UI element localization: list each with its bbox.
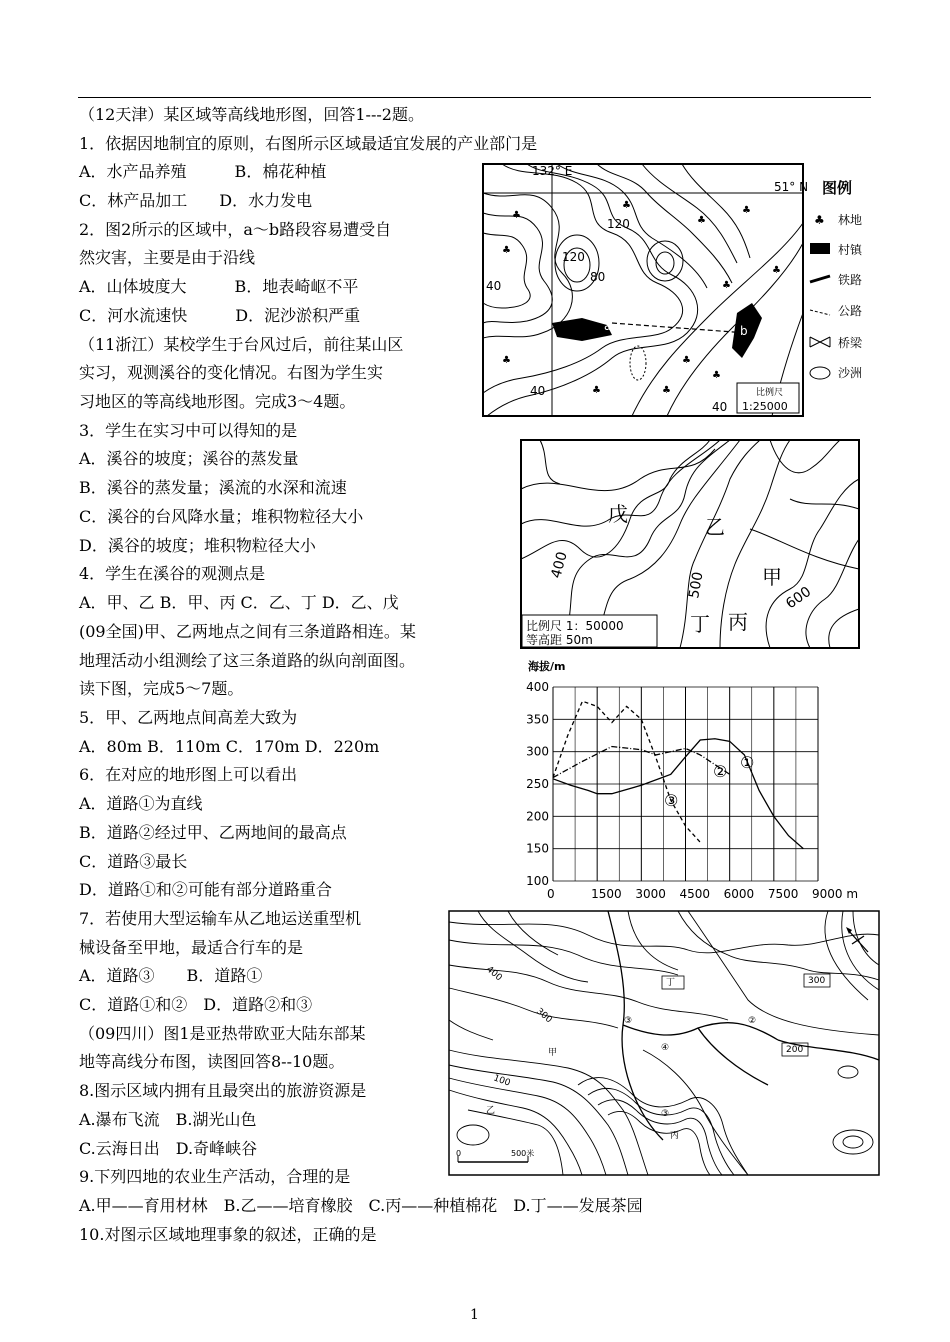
legend-item: 林地 (838, 213, 863, 227)
map3-place: 丁 (666, 978, 676, 988)
map1-point-b: b (740, 324, 748, 338)
map2-place: 丙 (728, 610, 748, 634)
series-label-3: ③ (664, 791, 679, 810)
map3-contour: 100 (491, 1073, 512, 1089)
map1-contour: 40 (712, 400, 728, 414)
map1-contour: 40 (530, 384, 546, 398)
text-line: C．道路①和② D．道路②和③ (79, 995, 313, 1014)
chart-ylabel: 海拔/m (528, 660, 566, 673)
road-icon (810, 310, 830, 315)
tree-icon: ♣ (502, 355, 511, 366)
text-line: A.甲——育用材林 B.乙——培育橡胶 C.丙——种植棉花 D.丁——发展茶园 (79, 1196, 643, 1215)
map3-contour: 400 (484, 964, 504, 984)
tree-icon: ♣ (722, 280, 731, 291)
y-tick-label: 400 (526, 680, 549, 694)
map2-scale: 比例尺 1：50000 (526, 619, 624, 633)
page-number: 1 (470, 1307, 479, 1323)
x-tick-label: 3000 (635, 887, 666, 901)
text-line: A．甲、乙 B．甲、丙 C．乙、丁 D．乙、戊 (79, 593, 399, 612)
tree-icon: ♣ (502, 245, 511, 256)
map1-scale: 1:25000 (742, 400, 788, 413)
text-line: 5．甲、乙两地点间高差大致为 (79, 708, 298, 727)
text-line: 7．若使用大型运输车从乙地运送重型机 (79, 909, 362, 928)
map1-contour: 120 (562, 250, 585, 264)
village-icon (810, 243, 830, 254)
map3-place: 乙 (486, 1106, 496, 1116)
x-tick-label: 0 (547, 887, 555, 901)
sandbar-icon (810, 367, 830, 379)
tree-icon: ♣ (682, 355, 691, 366)
tree-icon: ♣ (772, 265, 781, 276)
map1-scale-label: 比例尺 (756, 388, 784, 398)
legend-item: 桥梁 (838, 336, 863, 350)
svg-text:0: 0 (456, 1149, 462, 1158)
text-line: 9.下列四地的农业生产活动，合理的是 (79, 1167, 351, 1186)
tree-icon: ♣ (814, 213, 825, 227)
text-line: C．河水流速快 D．泥沙淤积严重 (79, 306, 361, 325)
map1-lon: 132° E (532, 164, 573, 178)
map2-contour: 600 (783, 583, 815, 613)
text-line: C．林产品加工 D．水力发电 (79, 191, 313, 210)
text-line: 地等高线分布图，读图回答8--10题。 (79, 1052, 345, 1071)
legend-item: 铁路 (838, 273, 863, 287)
text-line: 读下图，完成5～7题。 (79, 679, 244, 698)
text-line: A．道路③ B．道路① (79, 966, 263, 985)
map3-place: 丙 (670, 1131, 680, 1141)
text-line: C．溪谷的台风降水量；堆积物粒径大小 (79, 507, 364, 526)
text-line: (09全国)甲、乙两地点之间有三条道路相连。某 (79, 622, 416, 641)
tree-icon: ♣ (697, 215, 706, 226)
header-rule (78, 97, 871, 98)
y-tick-label: 350 (526, 712, 549, 727)
map2-place: 戊 (608, 502, 628, 526)
y-tick-label: 100 (526, 874, 549, 888)
x-tick-label: 4500 (679, 887, 711, 901)
svg-text:500米: 500米 (511, 1149, 535, 1158)
text-line: 械设备至甲地，最适合行车的是 (79, 938, 304, 957)
legend-item: 公路 (838, 304, 863, 318)
profile-chart (520, 656, 859, 901)
text-line: A．山体坡度大 B．地表崎岖不平 (79, 277, 359, 296)
text-line: 2．图2所示的区域中，a～b路段容易遭受自 (79, 220, 392, 239)
text-line: 4．学生在溪谷的观测点是 (79, 564, 266, 583)
y-tick-label: 250 (526, 777, 549, 791)
tree-icon: ♣ (712, 370, 721, 381)
text-line: （12天津）某区域等高线地形图，回答1---2题。 (79, 105, 424, 124)
contour-map-2 (520, 439, 860, 649)
text-line: 习地区的等高线地形图。完成3～4题。 (79, 392, 356, 411)
map1-contour: 120 (607, 217, 630, 231)
text-line: 3．学生在实习中可以得知的是 (79, 421, 298, 440)
map2-place: 甲 (762, 565, 782, 589)
map3-road: ③ (624, 1016, 633, 1026)
map3-contour: 200 (786, 1045, 804, 1055)
text-line: 地理活动小组测绘了这三条道路的纵向剖面图。 (79, 651, 416, 670)
map1-point-a: a (604, 319, 612, 333)
text-line: D．道路①和②可能有部分道路重合 (79, 880, 332, 899)
bridge-icon (810, 337, 830, 347)
text-line: 10.对图示区域地理事象的叙述，正确的是 (79, 1225, 377, 1244)
contour-map-1 (482, 163, 872, 417)
x-tick-label: 7500 (767, 887, 799, 901)
railway-icon (810, 276, 830, 282)
map1-lat: 51° N (774, 180, 809, 194)
y-tick-label: 300 (526, 744, 549, 759)
map2-place: 乙 (705, 515, 725, 539)
tree-icon: ♣ (592, 385, 601, 396)
map1-contour: 80 (590, 270, 606, 284)
x-tick-label: 9000 m (812, 887, 859, 901)
text-line: 然灾害，主要是由于沿线 (79, 248, 256, 267)
text-line: （09四川）图1是亚热带欧亚大陆东部某 (79, 1024, 366, 1043)
text-line: 6．在对应的地形图上可以看出 (79, 765, 298, 784)
text-line: 实习，观测溪谷的变化情况。右图为学生实 (79, 363, 384, 382)
text-line: A．水产品养殖 B．棉花种植 (79, 162, 327, 181)
text-line: C.云海日出 D.奇峰峡谷 (79, 1139, 258, 1158)
text-line: B．道路②经过甲、乙两地间的最高点 (79, 823, 347, 842)
text-line: （11浙江）某校学生于台风过后，前往某山区 (79, 335, 404, 354)
text-line: A．80m B．110m C．170m D．220m (79, 737, 380, 756)
tree-icon: ♣ (742, 205, 751, 216)
series-label-2: ② (713, 762, 728, 781)
map3-contour: 300 (534, 1006, 554, 1026)
y-tick-label: 200 (526, 809, 549, 824)
map3-road: ② (748, 1016, 757, 1026)
text-line: A．溪谷的坡度；溪谷的蒸发量 (79, 449, 299, 468)
map2-contour: 400 (548, 550, 571, 581)
map2-place: 丁 (690, 612, 710, 636)
x-tick-label: 6000 (723, 887, 755, 901)
y-tick-label: 150 (526, 841, 549, 856)
x-tick-label: 1500 (591, 887, 622, 901)
tree-icon: ♣ (512, 210, 521, 221)
map1-contour: 40 (486, 279, 502, 293)
map2-contour: 500 (686, 570, 707, 600)
map3-road: ④ (661, 1043, 670, 1053)
map3-road: ③ (661, 1109, 670, 1119)
map3-contour: 300 (808, 976, 826, 986)
text-line: A.瀑布飞流 B.湖光山色 (79, 1110, 257, 1129)
text-line: C．道路③最长 (79, 852, 188, 871)
text-line: 1．依据因地制宜的原则，右图所示区域最适宜发展的产业部门是 (79, 134, 538, 153)
map2-interval: 等高距 50m (526, 633, 593, 647)
tree-icon: ♣ (662, 385, 671, 396)
legend-title: 图例 (822, 179, 853, 197)
series-label-1: ① (740, 753, 755, 772)
text-line: 8.图示区域内拥有且最突出的旅游资源是 (79, 1081, 367, 1100)
text-line: D．溪谷的坡度；堆积物粒径大小 (79, 536, 316, 555)
text-line: A．道路①为直线 (79, 794, 203, 813)
tree-icon: ♣ (622, 200, 631, 211)
legend-item: 村镇 (838, 243, 863, 257)
legend-item: 沙洲 (838, 366, 863, 380)
map3-place: 甲 (548, 1048, 558, 1058)
text-line: B．溪谷的蒸发量；溪流的水深和流速 (79, 478, 347, 497)
contour-map-3 (448, 910, 880, 1176)
